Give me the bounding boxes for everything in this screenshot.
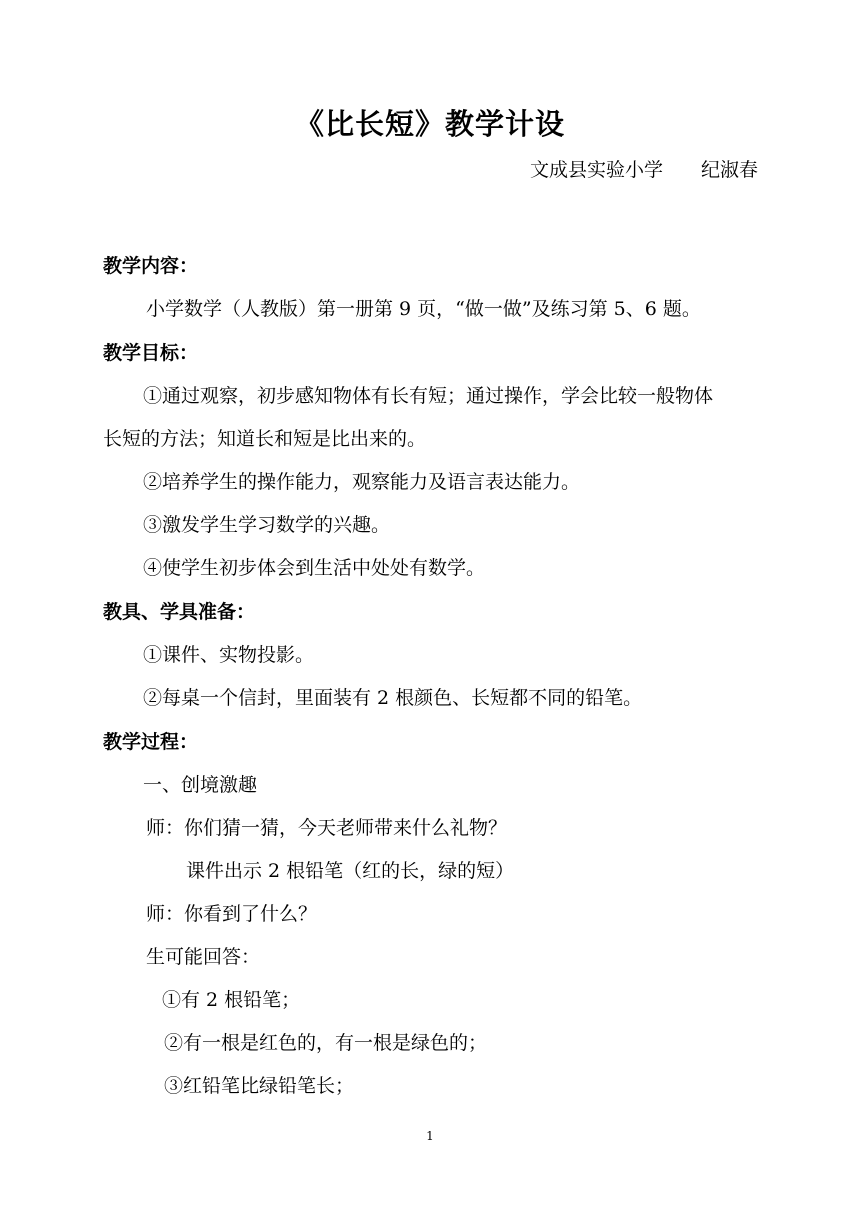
student-answer-1: ①有 2 根铅笔；: [162, 989, 301, 1011]
section-heading-process: 教学过程：: [103, 731, 199, 753]
section-heading-goals: 教学目标：: [103, 342, 199, 364]
student-answer-2: ②有一根是红色的，有一根是绿色的；: [164, 1032, 488, 1054]
teacher-line-1: 师：你们猜一猜，今天老师带来什么礼物？: [146, 817, 508, 839]
tool-item-2: ②每桌一个信封，里面装有 2 根颜色、长短都不同的铅笔。: [143, 687, 643, 709]
page-number: 1: [426, 1129, 434, 1143]
section-heading-tools: 教具、学具准备：: [103, 601, 256, 623]
goal-item-1-line1: ①通过观察，初步感知物体有长有短；通过操作，学会比较一般物体: [143, 385, 714, 407]
document-title: 《比长短》教学计设: [294, 107, 565, 141]
process-step-1: 一、创境激趣: [143, 774, 258, 796]
student-intro: 生可能回答：: [146, 946, 261, 968]
author-byline: 文成县实验小学 纪淑春: [529, 159, 758, 181]
goal-item-1-line2: 长短的方法；知道长和短是比出来的。: [103, 428, 427, 450]
student-answer-3: ③红铅笔比绿铅笔长；: [164, 1075, 355, 1097]
teacher-line-2: 师：你看到了什么？: [146, 903, 318, 925]
goal-item-4: ④使学生初步体会到生活中处处有数学。: [143, 557, 486, 579]
goal-item-2: ②培养学生的操作能力，观察能力及语言表达能力。: [143, 471, 581, 493]
courseware-line-1: 课件出示 2 根铅笔（红的长，绿的短）: [186, 860, 515, 882]
tool-item-1: ①课件、实物投影。: [143, 644, 315, 666]
goal-item-3: ③激发学生学习数学的兴趣。: [143, 514, 391, 536]
paragraph-content: 小学数学（人教版）第一册第 9 页，“做一做”及练习第 5、6 题。: [146, 298, 701, 320]
section-heading-content: 教学内容：: [103, 255, 199, 277]
